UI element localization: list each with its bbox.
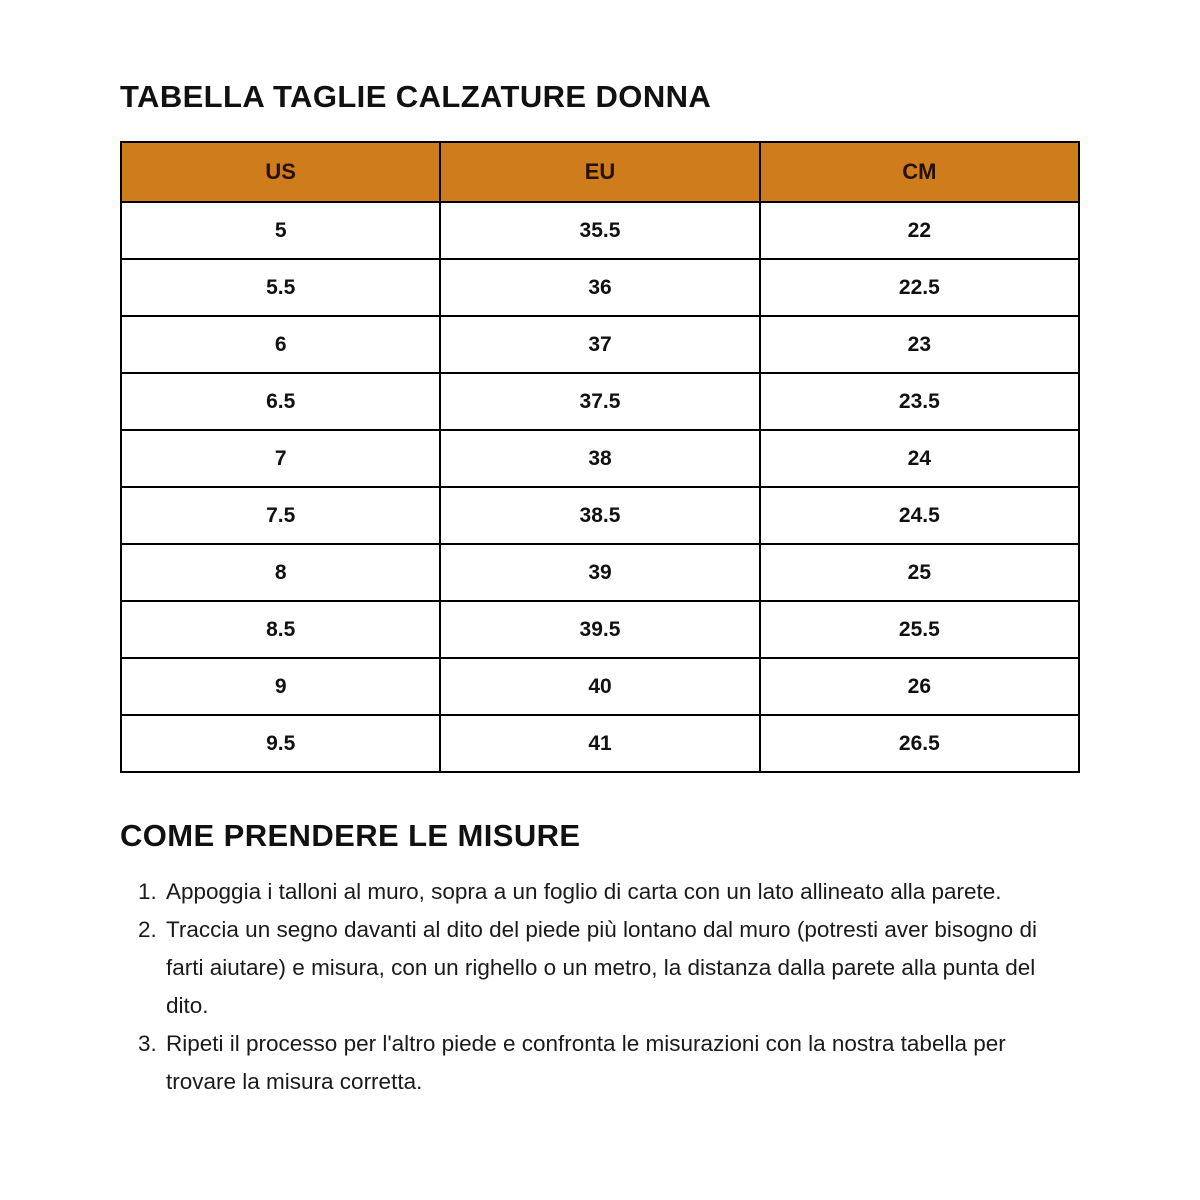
table-row [121, 658, 1079, 715]
table-row [121, 715, 1079, 772]
size-cell: 37.5 [440, 373, 759, 430]
size-cell: 23 [760, 316, 1079, 373]
table-row [121, 601, 1079, 658]
instructions-list [120, 873, 1080, 1101]
table-row [121, 373, 1079, 430]
size-cell: 39.5 [440, 601, 759, 658]
step-text: Traccia un segno davanti al dito del piede più lontano dal muro (potresti aver bisogno di farti aiutare) e misura, con un righello o un metro, la distanza dalla parete alla punta del dito. [166, 917, 1037, 1018]
size-cell: 7.5 [121, 487, 440, 544]
table-row [121, 430, 1079, 487]
size-cell: 26.5 [760, 715, 1079, 772]
step-number: 1. [138, 879, 157, 904]
step-text: Ripeti il processo per l'altro piede e confronta le misurazioni con la nostra tabella per trovare la misura corretta. [166, 1031, 1006, 1094]
step-text: Appoggia i talloni al muro, sopra a un foglio di carta con un lato allineato alla parete. [166, 879, 1002, 904]
size-cell: 38 [440, 430, 759, 487]
instruction-step [120, 873, 1080, 911]
instruction-step [120, 1025, 1080, 1101]
size-cell: 38.5 [440, 487, 759, 544]
size-cell: 6 [121, 316, 440, 373]
size-cell: 6.5 [121, 373, 440, 430]
table-row [121, 316, 1079, 373]
section-title: COME PRENDERE LE MISURE [120, 818, 581, 853]
size-cell: 7 [121, 430, 440, 487]
size-cell: 36 [440, 259, 759, 316]
size-cell: 8.5 [121, 601, 440, 658]
size-cell: 23.5 [760, 373, 1079, 430]
column-header: EU [440, 142, 759, 202]
size-cell: 5.5 [121, 259, 440, 316]
size-cell: 9 [121, 658, 440, 715]
size-cell: 5 [121, 202, 440, 259]
size-cell: 8 [121, 544, 440, 601]
size-cell: 39 [440, 544, 759, 601]
step-number: 3. [138, 1031, 157, 1056]
table-header-row [121, 142, 1079, 202]
size-cell: 25 [760, 544, 1079, 601]
table-row [121, 487, 1079, 544]
column-header: US [121, 142, 440, 202]
instruction-step [120, 911, 1080, 1025]
size-cell: 24.5 [760, 487, 1079, 544]
size-cell: 22.5 [760, 259, 1079, 316]
step-number: 2. [138, 917, 157, 942]
size-cell: 25.5 [760, 601, 1079, 658]
table-row [121, 259, 1079, 316]
size-cell: 37 [440, 316, 759, 373]
table-row [121, 544, 1079, 601]
size-cell: 26 [760, 658, 1079, 715]
size-cell: 40 [440, 658, 759, 715]
table-row [121, 202, 1079, 259]
size-cell: 22 [760, 202, 1079, 259]
column-header: CM [760, 142, 1079, 202]
size-table [120, 141, 1080, 773]
size-cell: 24 [760, 430, 1079, 487]
size-cell: 35.5 [440, 202, 759, 259]
size-cell: 41 [440, 715, 759, 772]
size-table-body [121, 202, 1079, 772]
page-title: TABELLA TAGLIE CALZATURE DONNA [120, 79, 712, 114]
size-cell: 9.5 [121, 715, 440, 772]
